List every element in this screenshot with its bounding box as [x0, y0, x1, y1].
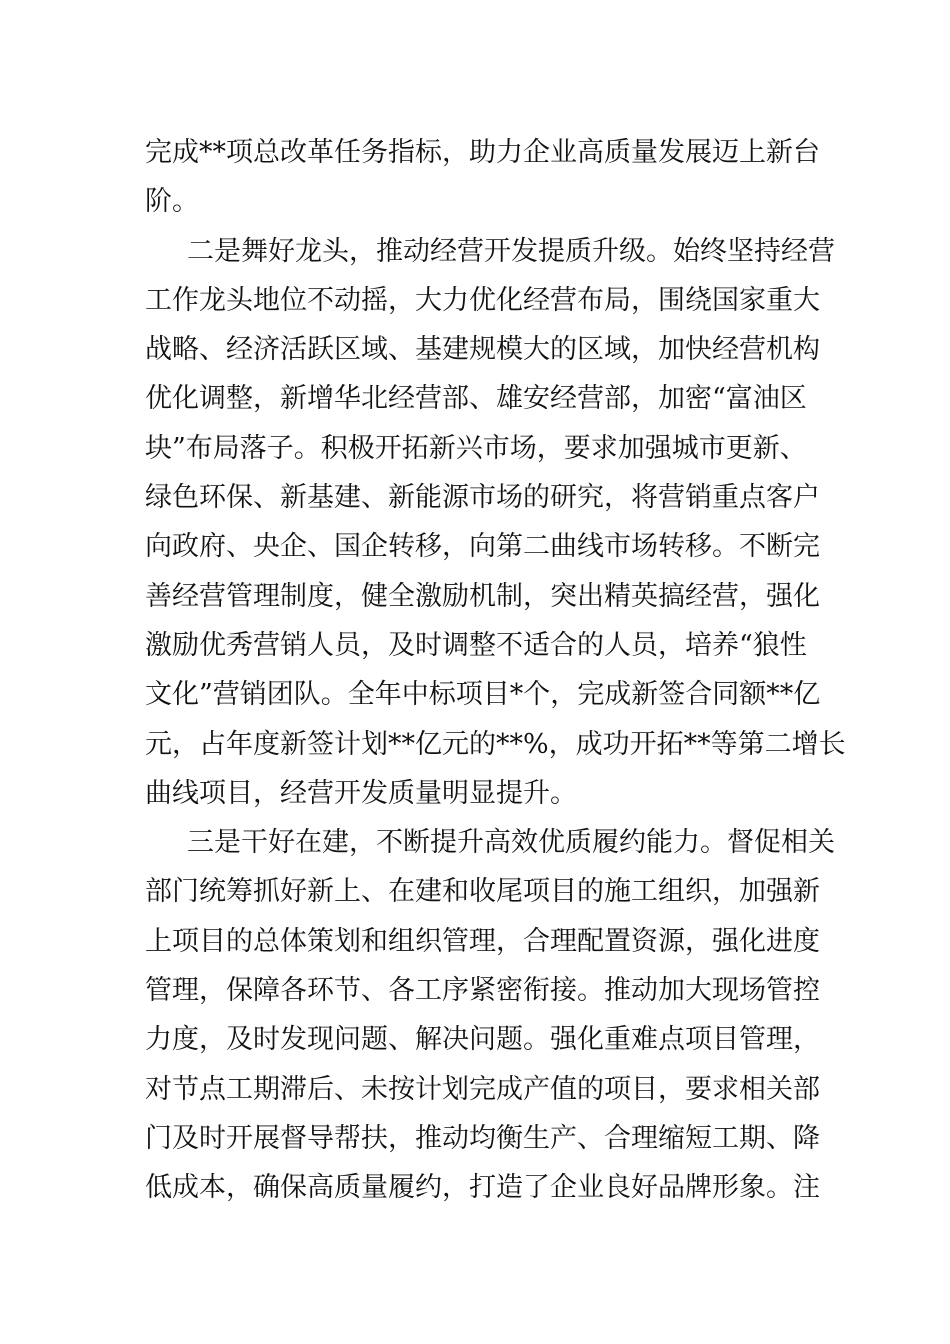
- text-line: 阶。: [145, 186, 199, 218]
- text-line: 工作龙头地位不动摇，大力优化经营布局，围绕国家重大: [145, 284, 820, 316]
- text-line: 向政府、央企、国企转移，向第二曲线市场转移。不断完: [145, 531, 820, 563]
- text-line: 战略、经济活跃区域、基建规模大的区域，加快经营机构: [145, 334, 820, 366]
- text-line: 优化调整，新增华北经营部、雄安经营部，加密“富油区: [145, 383, 807, 415]
- body-text: [145, 128, 846, 1213]
- text-line: 部门统筹抓好新上、在建和收尾项目的施工组织，加强新: [145, 876, 820, 908]
- text-line: 管理，保障各环节、各工序紧密衔接。推动加大现场管控: [145, 975, 820, 1007]
- text-line: 对节点工期滞后、未按计划完成产值的项目，要求相关部: [145, 1073, 820, 1105]
- text-line: 曲线项目，经营开发质量明显提升。: [145, 777, 577, 809]
- text-line: 文化”营销团队。全年中标项目*个，完成新签合同额**亿: [145, 679, 821, 711]
- text-line: 绿色环保、新基建、新能源市场的研究，将营销重点客户: [145, 482, 820, 514]
- text-line: 二是舞好龙头，推动经营开发提质升级。始终坚持经营: [187, 235, 835, 267]
- text-line: 完成**项总改革任务指标，助力企业高质量发展迈上新台: [145, 137, 820, 168]
- text-line: 块”布局落子。积极开拓新兴市场，要求加强城市更新、: [145, 432, 807, 464]
- text-line: 元，占年度新签计划**亿元的**%，成功开拓**等第二增长: [145, 728, 846, 760]
- text-line: 低成本，确保高质量履约，打造了企业良好品牌形象。注: [145, 1172, 820, 1204]
- text-line: 门及时开展督导帮扶，推动均衡生产、合理缩短工期、降: [145, 1122, 820, 1154]
- text-line: 力度，及时发现问题、解决问题。强化重难点项目管理，: [145, 1024, 820, 1056]
- text-line: 激励优秀营销人员，及时调整不适合的人员，培养“狼性: [145, 629, 807, 661]
- text-line: 上项目的总体策划和组织管理，合理配置资源，强化进度: [145, 925, 820, 957]
- text-line: 三是干好在建，不断提升高效优质履约能力。督促相关: [187, 827, 835, 859]
- text-line: 善经营管理制度，健全激励机制，突出精英搞经营，强化: [145, 580, 820, 612]
